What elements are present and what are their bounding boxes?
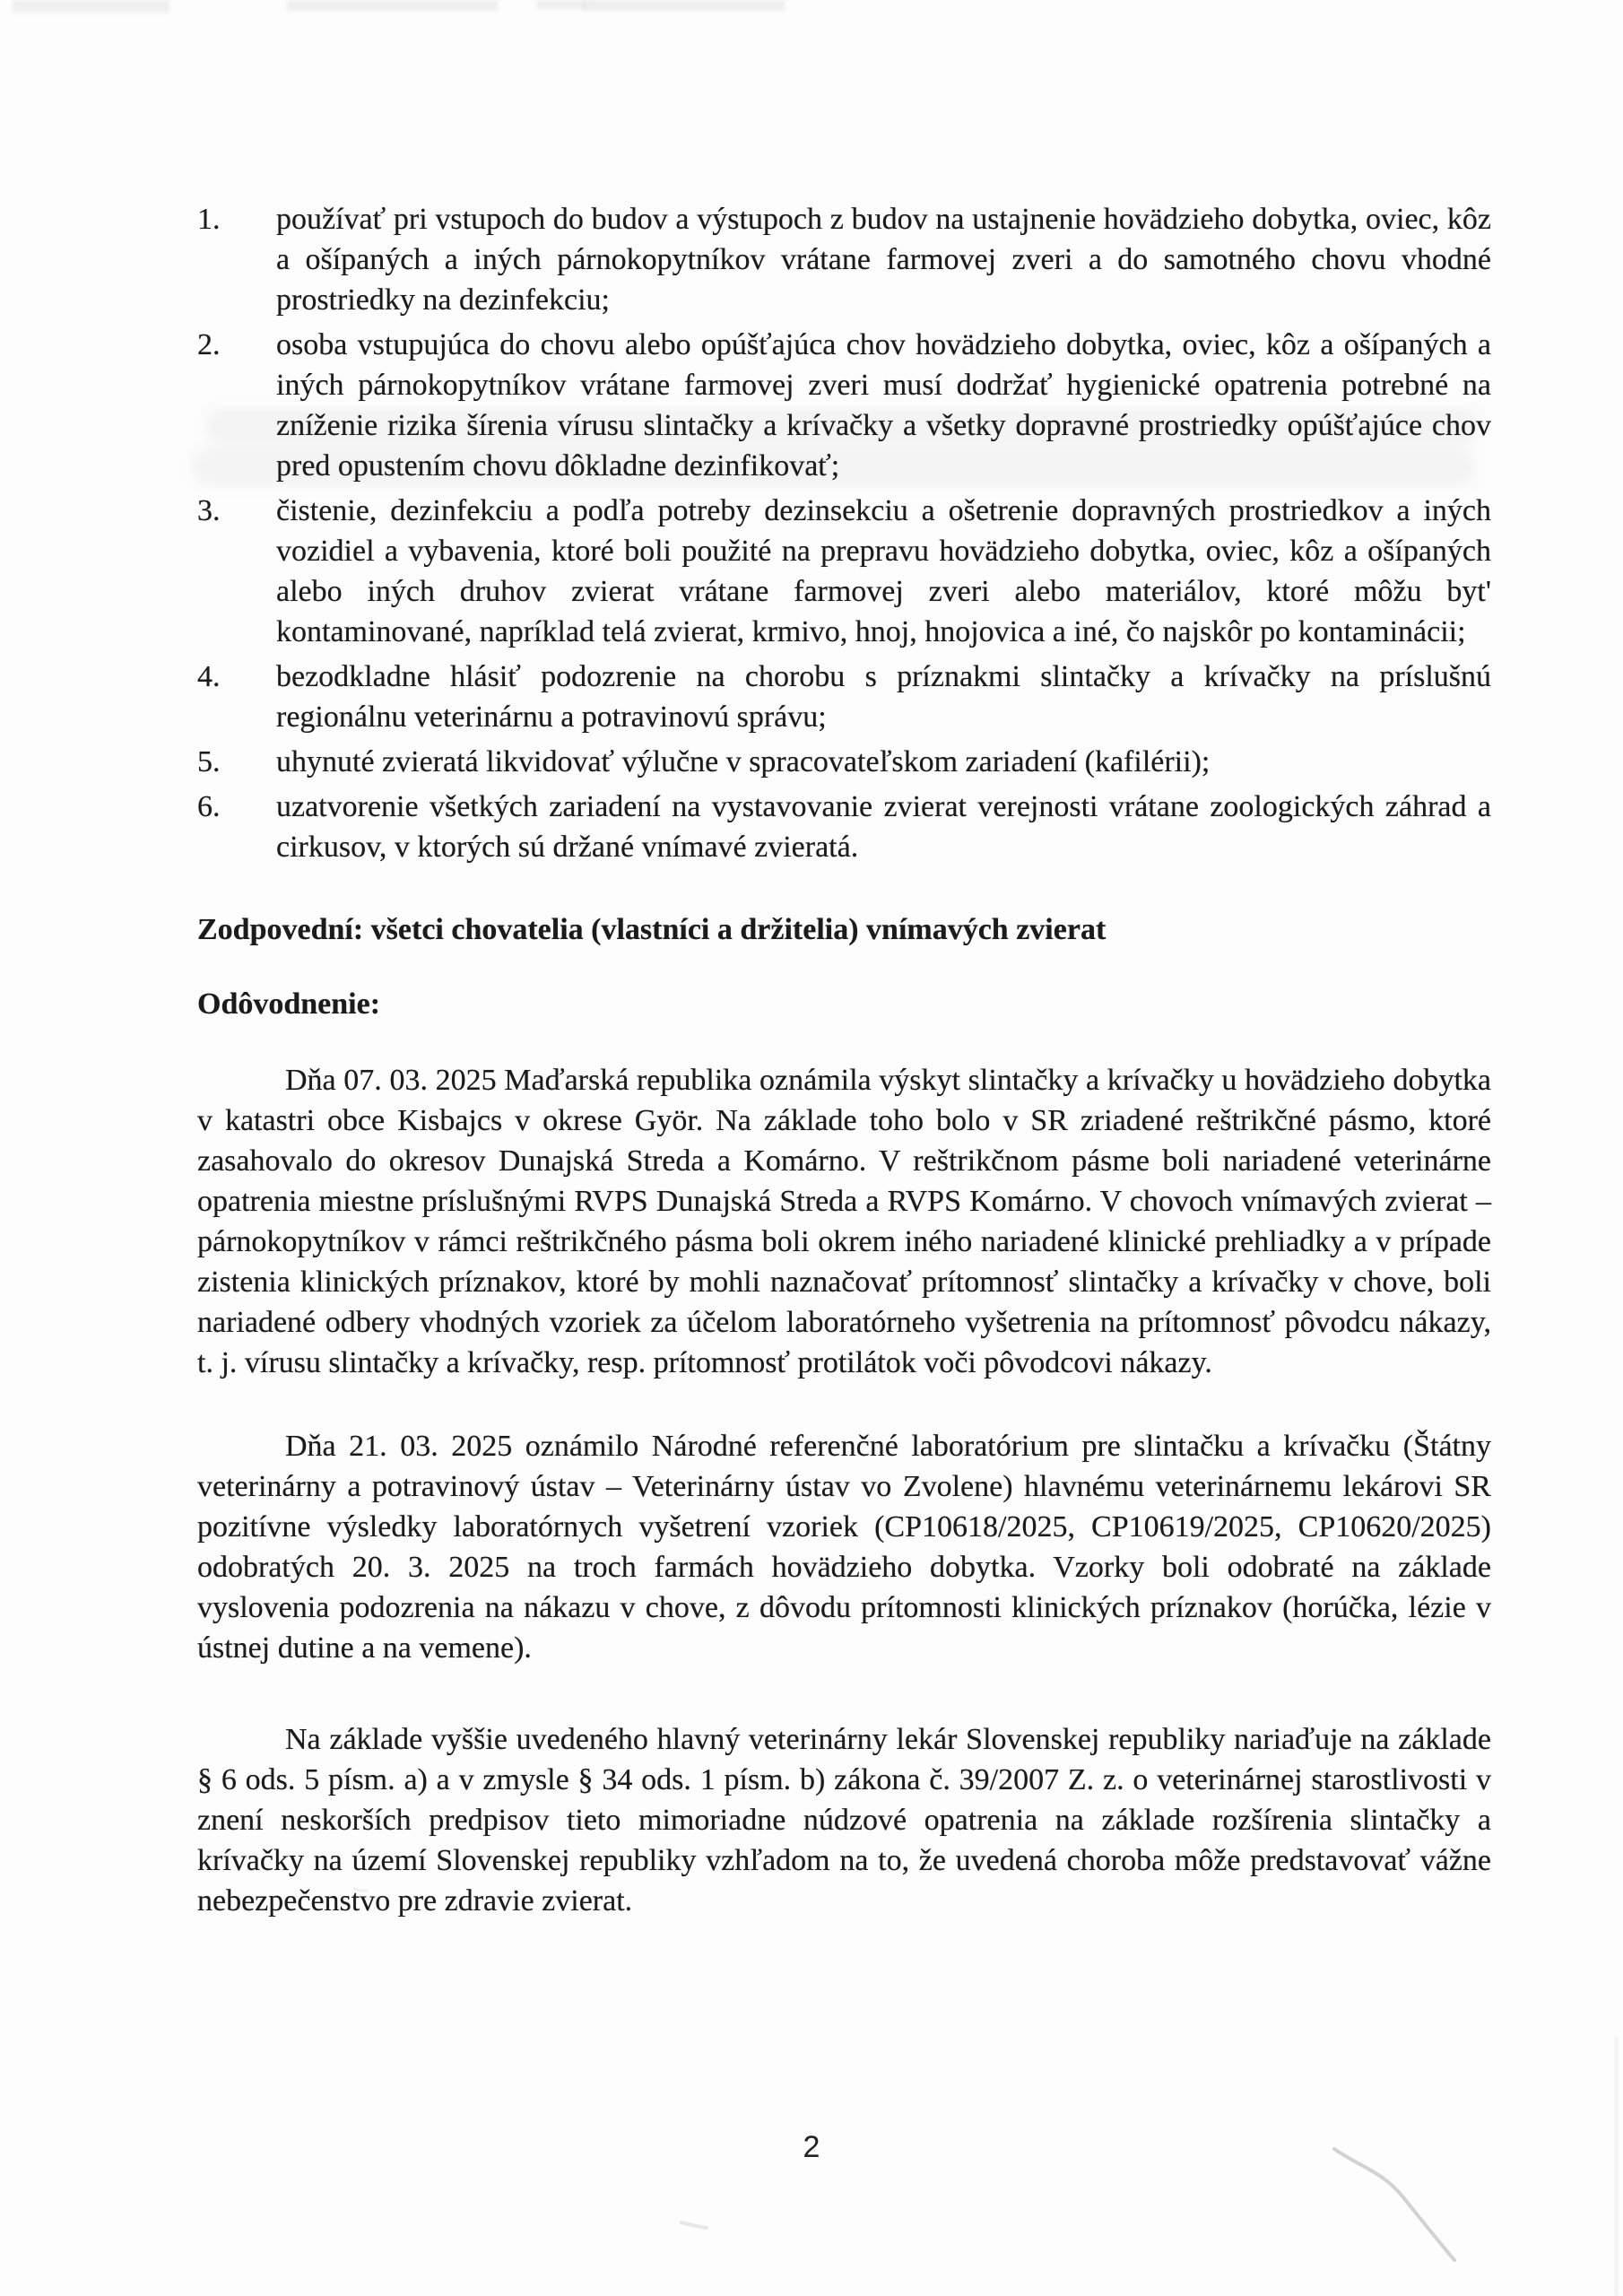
list-item-number: 5. (197, 745, 221, 778)
list-item-number: 3. (197, 494, 221, 527)
list-item (197, 491, 1491, 652)
justification-heading: Odôvodnenie: (197, 987, 381, 1021)
scan-artifact (536, 0, 586, 9)
list-item (197, 199, 1491, 320)
justification-paragraph: Dňa 07. 03. 2025 Maďarská republika oznámila výskyt slintačky a krívačky u hovädzieho dobytka v katastri obce Kisbajcs v okrese Györ. Na základe toho bolo v SR zriadené reštrikčné pásmo, ktoré zasahovalo do okresov Dunajská Streda a Komárno. V reštrikčnom pásme boli nariadené veterinárne opatrenia miestne príslušnými RVPS Dunajská Streda a RVPS Komárno. V chovoch vnímavých zvierat – párnokopytníkov v rámci reštrikčného pásma boli okrem iného nariadené klinické prehliadky a v prípade zistenia klinických príznakov, ktoré by mohli naznačovať prítomnosť slintačky a krívačky v chove, boli nariadené odbery vhodných vzoriek za účelom laboratórneho vyšetrenia na prítomnosť pôvodcu nákazy, t. j. vírusu slintačky a krívačky, resp. prítomnosť protilátok voči pôvodcovi nákazy. (197, 1064, 1491, 1379)
justification-paragraph: Dňa 21. 03. 2025 oznámilo Národné referenčné laboratórium pre slintačku a krívačku (Štátny veterinárny a potravinový ústav – Veterinárny ústav vo Zvolene) hlavnému veterinárnemu lekárovi SR pozitívne výsledky laboratórnych vyšetrení vzoriek (CP10618/2025, CP10619/2025, CP10620/2025) odobratých 20. 3. 2025 na troch farmách hovädzieho dobytka. Vzorky boli odobraté na základe vyslovenia podozrenia na nákazu v chove, z dôvodu prítomnosti klinických príznakov (horúčka, lézie v ústnej dutine a na vemene). (197, 1430, 1491, 1665)
list-item-number: 4. (197, 660, 221, 693)
list-item-text: uzatvorenie všetkých zariadení na vystavovanie zvierat verejnosti vrátane zoologických záhrad a cirkusov, v ktorých sú držané vnímavé zvieratá. (276, 790, 1491, 864)
list-item-text: používať pri vstupoch do budov a výstupoch z budov na ustajnenie hovädzieho dobytka, oviec, kôz a ošípaných a iných párnokopytníkov vrátane farmovej zveri a do samotného chovu vhodné prostriedky na dezinfekciu; (276, 203, 1491, 317)
page-number: 2 (803, 2130, 820, 2164)
list-item-number: 2. (197, 328, 221, 361)
justification-paragraph: Na základe vyššie uvedeného hlavný veterinárny lekár Slovenskej republiky nariaďuje na základe § 6 ods. 5 písm. a) a v zmysle § 34 ods. 1 písm. b) zákona č. 39/2007 Z. z. o veterinárnej starostlivosti v znení neskorších predpisov tieto mimoriadne núdzové opatrenia na základe rozšírenia slintačky a krívačky na území Slovenskej republiky vzhľadom na to, že uvedená choroba môže predstavovať vážne nebezpečenstvo pre zdravie zvierat. (197, 1723, 1491, 1918)
list-item (197, 657, 1491, 737)
scan-edge-artifact (1615, 2036, 1618, 2296)
list-item (197, 787, 1491, 867)
document-content (197, 199, 1491, 1921)
list-item-text: čistenie, dezinfekciu a podľa potreby dezinsekciu a ošetrenie dopravných prostriedkov a iných vozidiel a vybavenia, ktoré boli použité na prepravu hovädzieho dobytka, oviec, kôz a ošípaných alebo iných druhov zvierat vrátane farmovej zveri alebo materiálov, ktoré môžu byt' kontaminované, napríklad telá zvierat, krmivo, hnoj, hnojovica a iné, čo najskôr po kontaminácii; (276, 494, 1491, 648)
scan-artifact (13, 0, 169, 13)
list-item-text: osoba vstupujúca do chovu alebo opúšťajúca chov hovädzieho dobytka, oviec, kôz a ošípaných a iných párnokopytníkov vrátane farmovej zveri musí dodržať hygienické opatrenia potrebné na zníženie rizika šírenia vírusu slintačky a krívačky a všetky dopravné prostriedky opúšťajúce chov pred opustením chovu dôkladne dezinfikovať; (276, 328, 1491, 483)
list-item-number: 6. (197, 790, 221, 823)
list-item-number: 1. (197, 203, 221, 236)
scan-artifact (583, 0, 785, 11)
list-item-text: bezodkladne hlásiť podozrenie na chorobu s príznakmi slintačky a krívačky na príslušnú regionálnu veterinárnu a potravinovú správu; (276, 660, 1491, 734)
list-item-text: uhynuté zvieratá likvidovať výlučne v spracovateľskom zariadení (kafilérii); (276, 745, 1211, 778)
list-item (197, 742, 1491, 782)
list-item (197, 325, 1491, 486)
scan-artifact (287, 0, 498, 11)
responsible-parties-heading: Zodpovední: všetci chovatelia (vlastníci a držitelia) vnímavých zvierat (197, 913, 1107, 946)
